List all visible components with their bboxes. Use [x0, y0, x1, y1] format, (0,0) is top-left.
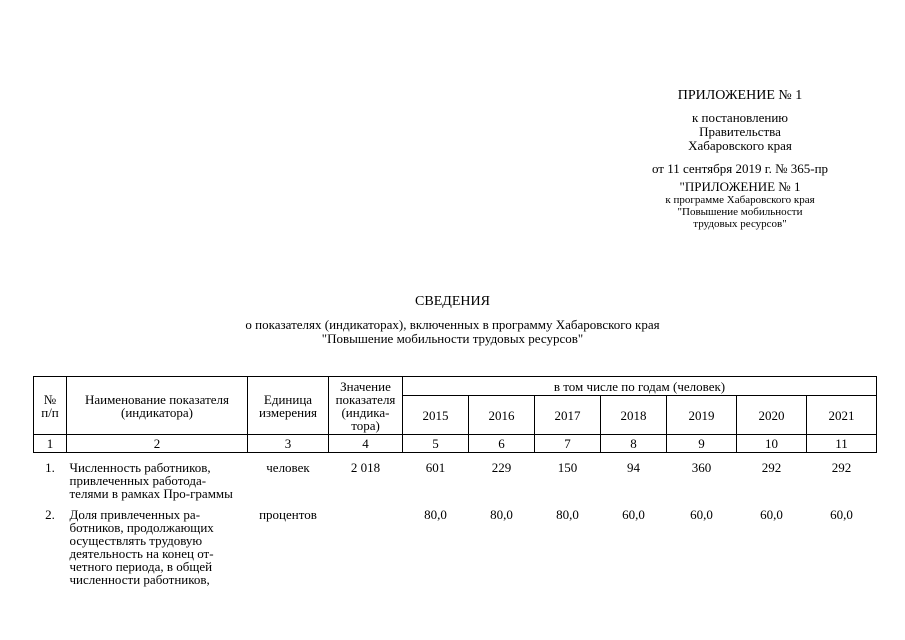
- subtitle-line-1: о показателях (индикаторах), включенных в программу Хабаровского края: [245, 317, 660, 332]
- row-unit: процентов: [259, 507, 317, 522]
- column-number: 5: [403, 435, 469, 453]
- header-unit: Единица измерения: [248, 377, 329, 435]
- column-number: 4: [329, 435, 403, 453]
- column-number: 9: [667, 435, 737, 453]
- column-number: 1: [34, 435, 67, 453]
- column-number: 6: [469, 435, 535, 453]
- header-num: № п/п: [34, 377, 67, 435]
- header-year: 2016: [469, 396, 535, 435]
- appendix-title-2: "ПРИЛОЖЕНИЕ № 1: [679, 179, 801, 194]
- row-year-value: 360: [691, 460, 712, 475]
- row-year-value: 601: [425, 460, 446, 475]
- row-year-value: 60,0: [690, 507, 713, 522]
- header-name: Наименование показателя (индикатора): [67, 377, 248, 435]
- appendix-line: Правительства: [699, 124, 781, 139]
- header-year: 2015: [403, 396, 469, 435]
- row-num: 1.: [45, 460, 55, 475]
- appendix-date: от 11 сентября 2019 г. № 365-пр: [651, 161, 829, 176]
- appendix-title: ПРИЛОЖЕНИЕ № 1: [677, 88, 803, 103]
- table-row: [34, 459, 877, 506]
- row-value: 2 018: [350, 460, 381, 475]
- header-value: Значение показателя (индика-тора): [329, 377, 403, 435]
- appendix-block: [640, 89, 840, 230]
- row-name: Численность работников, привлеченных работода-телями в рамках Про-граммы: [69, 460, 233, 501]
- appendix-line: к постановлению: [691, 110, 789, 125]
- row-year-value: 150: [557, 460, 578, 475]
- appendix-line: Хабаровского края: [688, 138, 792, 153]
- row-num: 2.: [45, 507, 55, 522]
- table-row: [34, 506, 877, 592]
- row-unit: человек: [266, 460, 310, 475]
- header-year: 2020: [737, 396, 807, 435]
- header-year: 2018: [601, 396, 667, 435]
- appendix-line-2: трудовых ресурсов": [693, 218, 787, 230]
- column-number: 10: [737, 435, 807, 453]
- row-year-value: 80,0: [490, 507, 513, 522]
- header-year: 2021: [807, 396, 877, 435]
- row-year-value: 60,0: [622, 507, 645, 522]
- header-year: 2019: [667, 396, 737, 435]
- row-year-value: 60,0: [830, 507, 853, 522]
- row-year-value: 94: [627, 460, 640, 475]
- row-year-value: 80,0: [424, 507, 447, 522]
- appendix-line-2: к программе Хабаровского края: [665, 194, 815, 206]
- column-number: 3: [248, 435, 329, 453]
- column-number: 11: [807, 435, 877, 453]
- column-number: 2: [67, 435, 248, 453]
- document-title: СВЕДЕНИЯ: [415, 294, 490, 309]
- header-year: 2017: [535, 396, 601, 435]
- column-number: 7: [535, 435, 601, 453]
- appendix-line-2: "Повышение мобильности: [677, 206, 803, 218]
- header-years-group: в том числе по годам (человек): [403, 377, 877, 396]
- subtitle-line-2: "Повышение мобильности трудовых ресурсов": [321, 331, 584, 346]
- row-name: Доля привлеченных ра-ботников, продолжающих осуществлять трудовую деятельность на конец от-четного периода, в общей численности работников,: [69, 507, 214, 587]
- row-year-value: 292: [831, 460, 852, 475]
- row-year-value: 60,0: [760, 507, 783, 522]
- row-year-value: 80,0: [556, 507, 579, 522]
- indicators-table: [33, 376, 877, 592]
- row-year-value: 229: [491, 460, 512, 475]
- row-value: [329, 506, 403, 592]
- row-year-value: 292: [761, 460, 782, 475]
- column-number: 8: [601, 435, 667, 453]
- document-subtitle: [0, 318, 905, 346]
